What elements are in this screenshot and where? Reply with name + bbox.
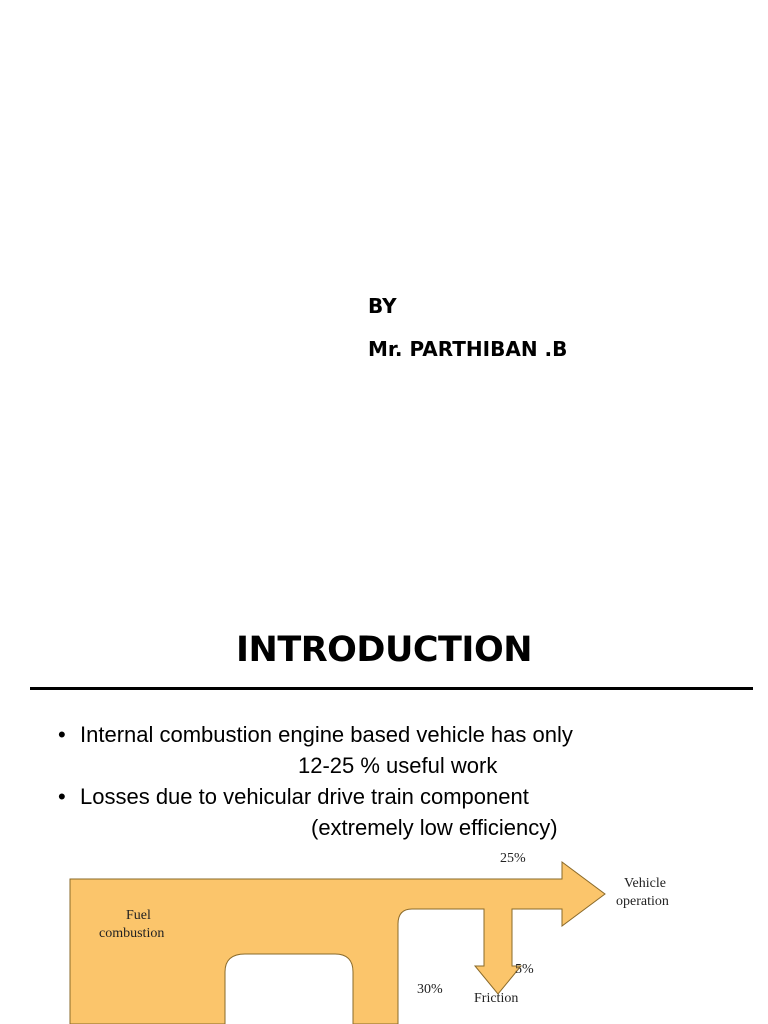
source-label-line2: combustion (99, 926, 165, 941)
loss-percent: 30% (417, 982, 443, 997)
title-divider (30, 687, 753, 690)
by-label: BY (368, 294, 397, 318)
bullet-marker: • (58, 784, 66, 809)
introduction-slide (0, 590, 768, 1024)
source-label-line1: Fuel (126, 908, 151, 923)
main-energy-flow (70, 862, 605, 1024)
bullet-text: Internal combustion engine based vehicle has only (80, 722, 573, 747)
bullet-text: Losses due to vehicular drive train component (80, 784, 529, 809)
bullet-marker: • (58, 722, 66, 747)
energy-flow-diagram (0, 851, 768, 1024)
friction-percent: 5% (515, 962, 534, 977)
bullet-continuation: 12-25 % useful work (298, 753, 498, 778)
output-label-line2: operation (616, 894, 669, 909)
author-name: Mr. PARTHIBAN .B (368, 337, 568, 361)
output-percent: 25% (500, 851, 526, 866)
slide-title: INTRODUCTION (236, 630, 532, 670)
output-label-line1: Vehicle (624, 876, 666, 891)
friction-label: Friction (474, 991, 519, 1006)
bullet-continuation: (extremely low efficiency) (311, 815, 558, 840)
